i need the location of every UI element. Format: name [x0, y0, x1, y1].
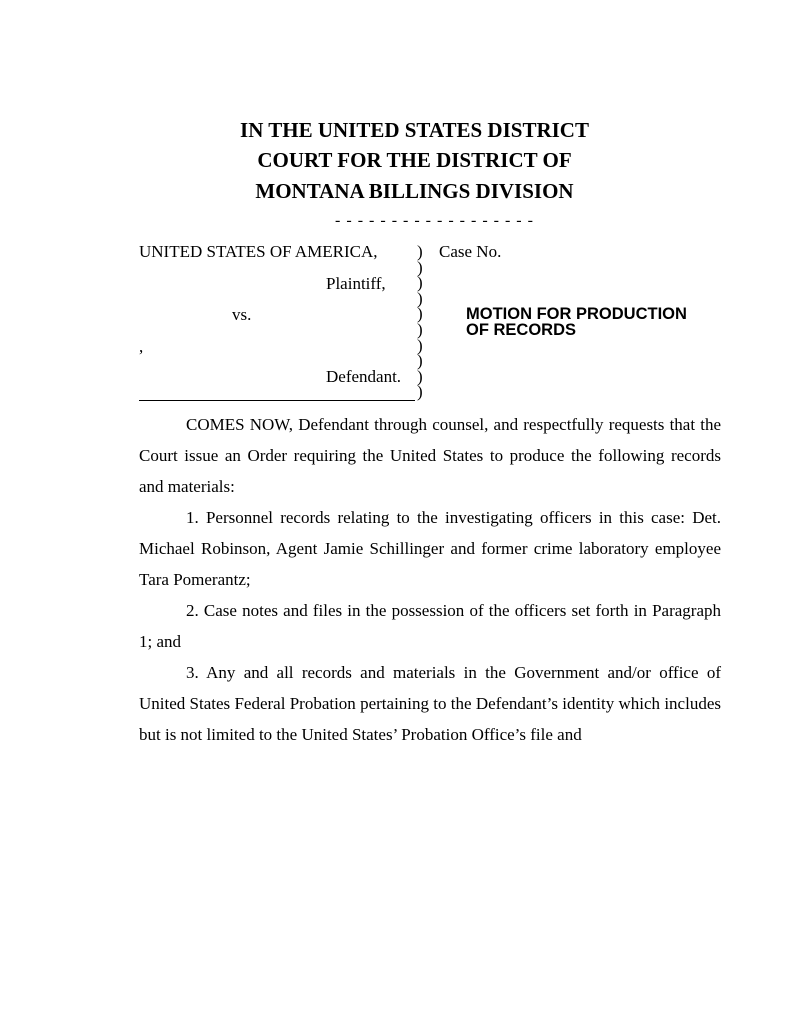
motion-title-line-1: MOTION FOR PRODUCTION: [466, 305, 687, 323]
defendant-name: ,: [139, 337, 144, 356]
caption-paren: ): [417, 335, 423, 355]
versus-label: vs.: [232, 305, 252, 324]
request-item-2: 2. Case notes and files in the possession of the officers set forth in Paragraph 1; and: [139, 601, 721, 651]
court-heading-line-3: MONTANA BILLINGS DIVISION: [255, 179, 574, 203]
caption-paren: ): [417, 257, 423, 277]
caption-paren: ): [417, 366, 423, 386]
caption-paren: ): [417, 351, 423, 371]
caption-paren: ): [417, 273, 423, 293]
caption-paren: ): [417, 288, 423, 308]
motion-body: [139, 409, 721, 750]
caption-paren: ): [417, 242, 423, 261]
request-item-1: 1. Personnel records relating to the investigating officers in this case: Det. Michael Robinson, Agent Jamie Schillinger and former crime laboratory employee Tara Pomerantz;: [139, 508, 721, 589]
case-number-label: Case No.: [439, 242, 502, 261]
court-heading-line-2: COURT FOR THE DISTRICT OF: [257, 148, 572, 172]
heading-separator: - - - - - - - - - - - - - - - - - -: [335, 212, 534, 229]
defendant-label: Defendant.: [326, 367, 402, 386]
caption-rule: [139, 400, 415, 401]
caption-paren: ): [417, 382, 423, 402]
caption-paren: ): [417, 304, 423, 324]
motion-title-line-2: OF RECORDS: [466, 321, 577, 339]
request-item-3: 3. Any and all records and materials in the Government and/or office of United States Federal Probation pertaining to the Defendant’s identity which includes but is not limited to the United States’ Probation Office’s file and: [139, 663, 721, 744]
caption-parenthesis-column: [417, 244, 429, 400]
intro-paragraph: COMES NOW, Defendant through counsel, and respectfully requests that the Court issue an Order requiring the United States to produce the following records and materials:: [139, 415, 721, 496]
caption-paren: ): [417, 319, 423, 339]
motion-title: [466, 306, 687, 338]
plaintiff-party-name: UNITED STATES OF AMERICA,: [139, 242, 378, 261]
plaintiff-label: Plaintiff,: [326, 274, 386, 293]
court-heading-line-1: IN THE UNITED STATES DISTRICT: [240, 118, 589, 142]
